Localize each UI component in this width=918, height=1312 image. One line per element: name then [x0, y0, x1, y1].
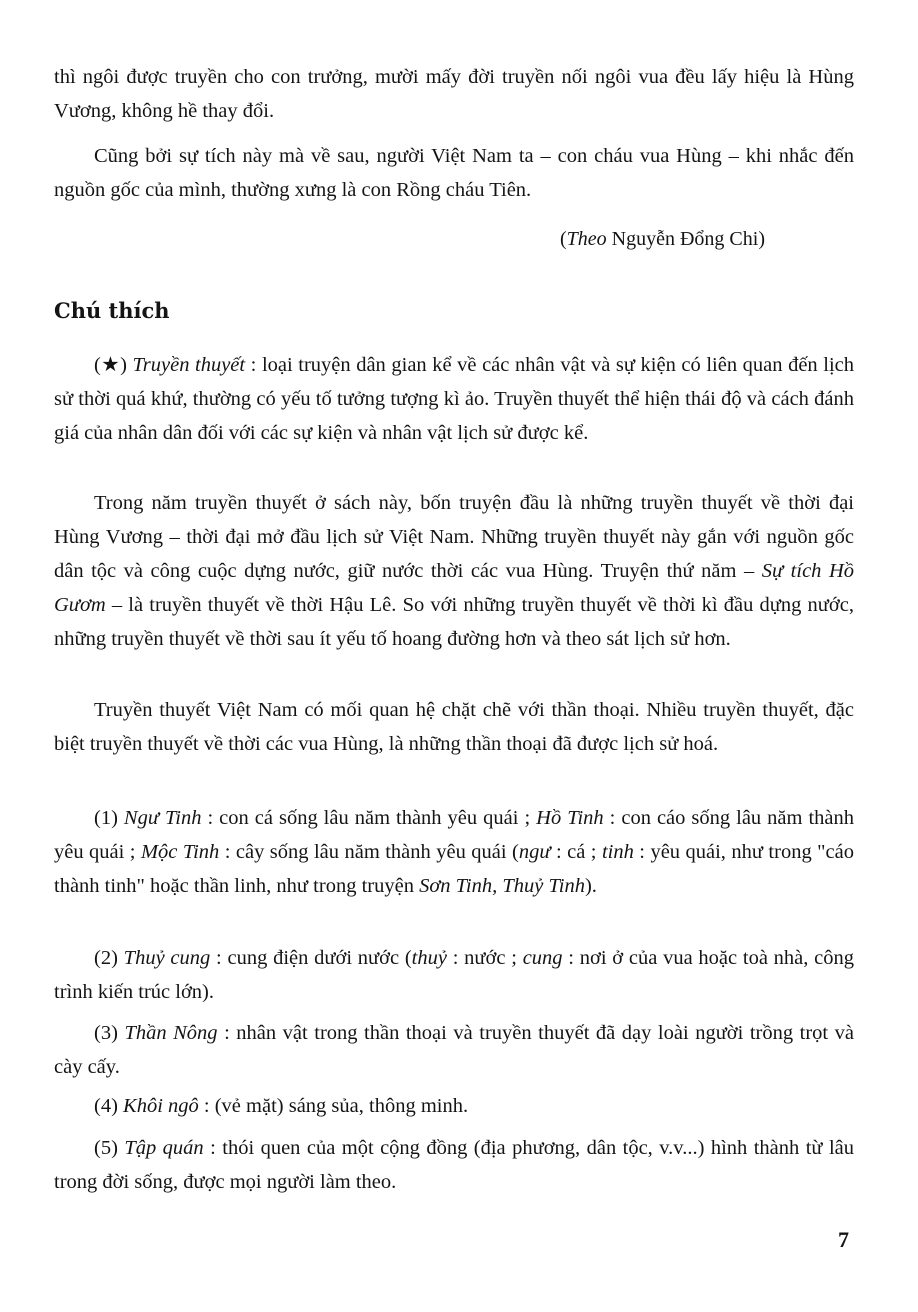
note-1-text-b: : con cáo sống lâu năm thành yêu quái ; — [54, 807, 854, 863]
note-3-term-than-nong: Thần Nông — [124, 1022, 218, 1044]
note-star-term: Truyền thuyết — [132, 354, 246, 376]
note-star-p2-title: Sự tích Hồ Gươm — [54, 560, 854, 616]
note-5-number: (5) — [94, 1137, 125, 1159]
note-2-term-thuy: thuỷ — [411, 947, 447, 969]
note-3 — [54, 1016, 854, 1084]
note-2-text-a: : cung điện dưới nước ( — [210, 947, 412, 969]
note-star-definition — [54, 348, 854, 450]
intro-paragraph-continued: thì ngôi được truyền cho con trưởng, mười mấy đời truyền nối ngôi vua đều lấy hiệu là Hùng Vương, không hề thay đổi. — [54, 66, 854, 122]
note-5 — [54, 1131, 854, 1199]
source-attribution — [560, 222, 765, 256]
note-1-term-moc-tinh: Mộc Tinh — [140, 841, 220, 863]
note-1-term-tinh: tinh — [601, 841, 634, 863]
note-star-paragraph-2 — [54, 486, 854, 656]
note-star-p2-after: – là truyền thuyết về thời Hậu Lê. So với những truyền thuyết về thời kì đầu dựng nước, những truyền thuyết về thời sau ít yếu tố hoang đường hơn và theo sát lịch sử hơn. — [54, 594, 854, 650]
note-2-text-c: : nơi ở của vua hoặc toà nhà, công trình kiến trúc lớn). — [54, 947, 855, 1003]
note-1-text-e: : yêu quái, như trong "cáo thành tinh" hoặc thần linh, như trong truyện — [54, 841, 854, 897]
note-1-term-ngu-tinh: Ngư Tinh — [123, 807, 202, 829]
page-number: 7 — [838, 1227, 849, 1252]
attribution-theo: Theo — [566, 228, 607, 250]
note-2-term-cung: cung — [522, 947, 563, 969]
note-5-text: : thói quen của một cộng đồng (địa phương, dân tộc, v.v...) hình thành từ lâu trong đời sống, được mọi người làm theo. — [54, 1137, 854, 1193]
note-1 — [54, 801, 854, 903]
note-star-p2-before: Trong năm truyền thuyết ở sách này, bốn truyện đầu là những truyền thuyết về thời đại Hùng Vương – thời đại mở đầu lịch sử Việt Nam. Những truyền thuyết này gắn với nguồn gốc dân tộc và công cuộc dựng nước, giữ nước thời các vua Hùng. Truyện thứ năm – — [54, 492, 854, 582]
attribution-open: ( — [560, 228, 567, 250]
note-3-number: (3) — [94, 1022, 125, 1044]
attribution-author: Nguyễn Đổng Chi) — [606, 228, 765, 250]
note-5-term-tap-quan: Tập quán — [124, 1137, 204, 1159]
notes-heading: Chú thích — [54, 298, 170, 323]
note-4-term-khoi-ngo: Khôi ngô — [123, 1095, 199, 1117]
note-1-text-a: : con cá sống lâu năm thành yêu quái ; — [201, 807, 537, 829]
intro-paragraph-conclusion: Cũng bởi sự tích này mà về sau, người Việt Nam ta – con cháu vua Hùng – khi nhắc đến nguồn gốc của mình, thường xưng là con Rồng cháu Tiên. — [54, 145, 854, 201]
note-2-text-b: : nước ; — [446, 947, 523, 969]
note-1-text-f: ). — [584, 875, 597, 897]
note-2-number: (2) — [94, 947, 124, 969]
note-4-number: (4) — [94, 1095, 124, 1117]
note-4 — [54, 1089, 854, 1123]
note-1-term-ngu: ngư — [518, 841, 551, 863]
note-3-text: : nhân vật trong thần thoại và truyền thuyết đã dạy loài người trồng trọt và cày cấy. — [54, 1022, 855, 1078]
note-2 — [54, 941, 854, 1009]
note-1-number: (1) — [94, 807, 124, 829]
note-1-text-c: : cây sống lâu năm thành yêu quái ( — [219, 841, 519, 863]
note-1-story-title: Sơn Tinh, Thuỷ Tinh — [419, 875, 585, 897]
note-4-text: : (vẻ mặt) sáng sủa, thông minh. — [198, 1095, 469, 1117]
note-2-term-thuy-cung: Thuỷ cung — [123, 947, 211, 969]
note-star-paragraph-3: Truyền thuyết Việt Nam có mối quan hệ chặt chẽ với thần thoại. Nhiều truyền thuyết, đặc biệt truyền thuyết về thời các vua Hùng, là những thần thoại đã được lịch sử hoá. — [54, 699, 854, 755]
note-star-text: : loại truyện dân gian kể về các nhân vật và sự kiện có liên quan đến lịch sử thời quá khứ, thường có yếu tố tưởng tượng kì ảo. Truyền thuyết thể hiện thái độ và cách đánh giá của nhân dân đối với các sự kiện và nhân vật lịch sử được kể. — [54, 354, 854, 444]
note-1-term-ho-tinh: Hồ Tinh — [536, 807, 604, 829]
note-1-text-d: : cá ; — [550, 841, 602, 863]
note-star-marker: (★) — [94, 354, 133, 376]
